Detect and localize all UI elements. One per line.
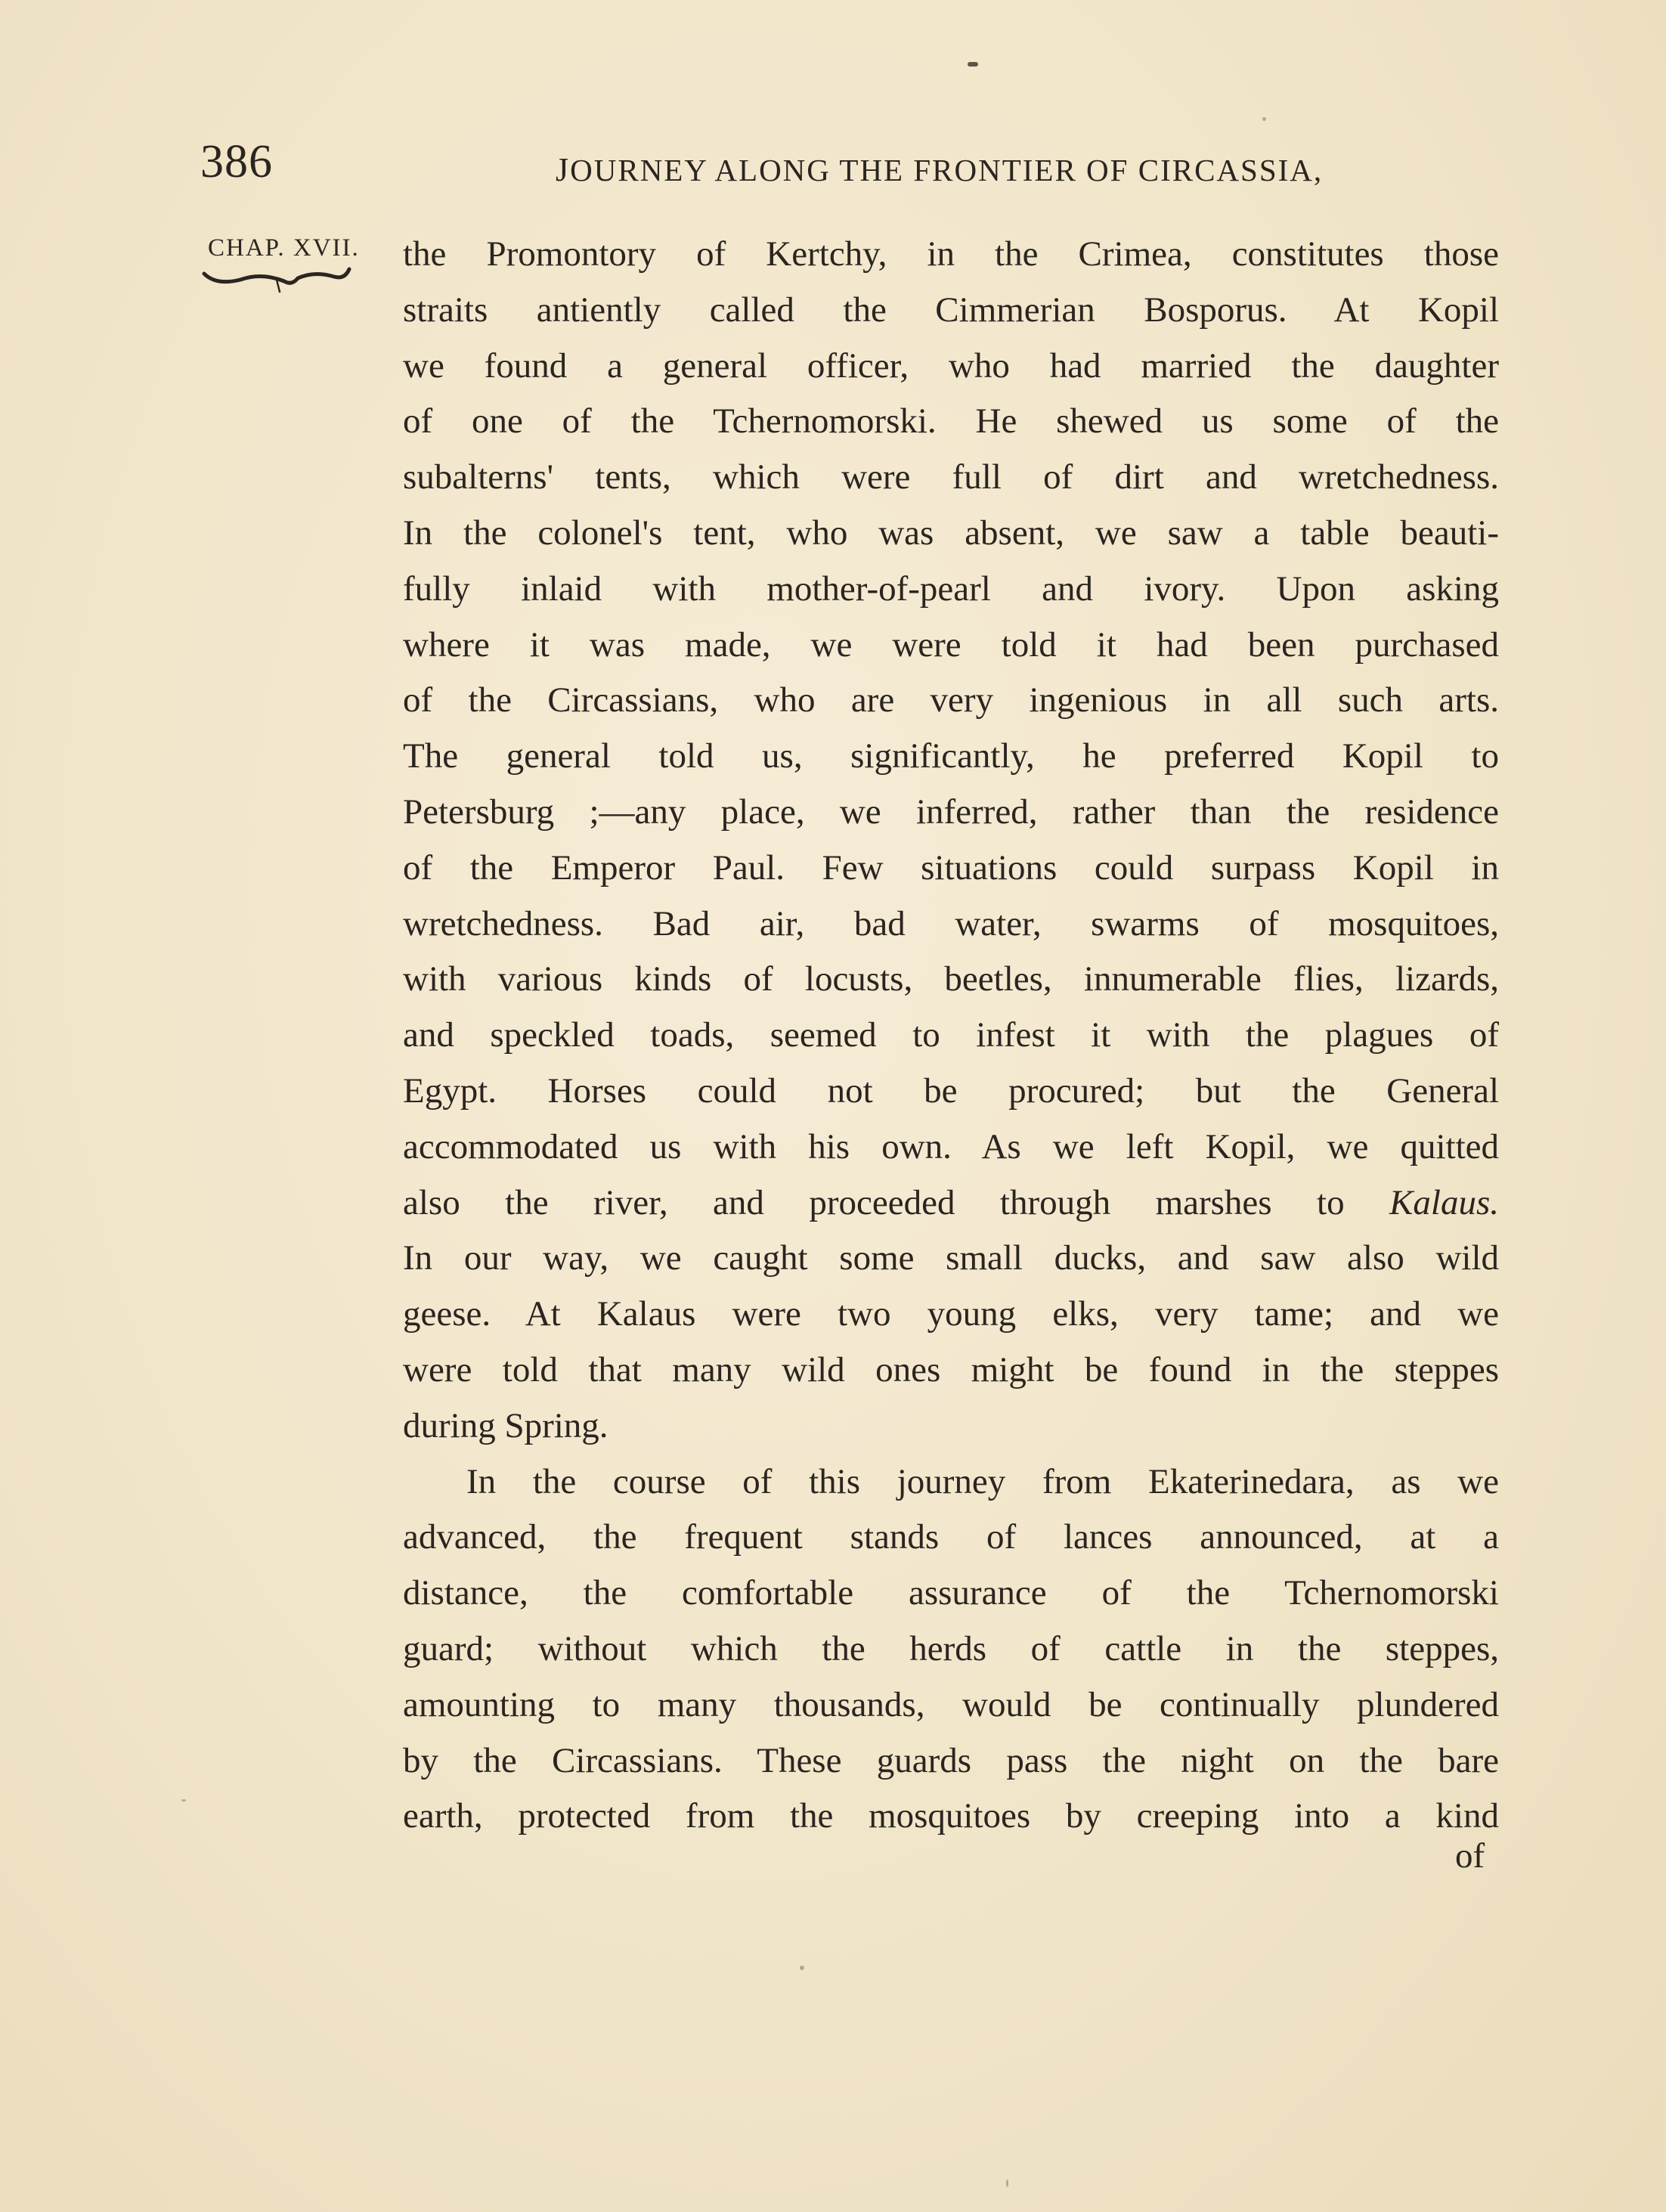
paper-speck xyxy=(181,1799,186,1802)
text-line: where it was made, we were told it had been purchased xyxy=(403,624,1499,665)
text-line: we found a general officer, who had married the daughter xyxy=(403,345,1499,386)
chapter-marginal-note: CHAP. XVII. xyxy=(208,234,360,262)
text-line: distance, the comfortable assurance of the Tchernomorski xyxy=(403,1573,1499,1613)
text-line: earth, protected from the mosquitoes by creeping into a kind xyxy=(403,1796,1499,1836)
catchword: of xyxy=(1455,1836,1485,1876)
text-line: the Promontory of Kertchy, in the Crimea, constitutes those xyxy=(403,234,1499,274)
italic-place-name: Kalaus. xyxy=(1389,1182,1499,1222)
text-line: guard; without which the herds of cattle in the steppes, xyxy=(403,1628,1499,1668)
text-line: of one of the Tchernomorski. He shewed us some of the xyxy=(403,401,1499,441)
page-number: 386 xyxy=(200,136,273,187)
text-line: amounting to many thousands, would be continually plundered xyxy=(403,1684,1499,1724)
paper-speck xyxy=(1262,117,1266,121)
text-line: fully inlaid with mother-of-pearl and ivory. Upon asking xyxy=(403,568,1499,609)
text-line: also the river, and proceeded through marshes to Kalaus. xyxy=(403,1182,1499,1222)
text-line: were told that many wild ones might be found in the steppes xyxy=(403,1349,1499,1389)
text-line: with various kinds of locusts, beetles, innumerable flies, lizards, xyxy=(403,959,1499,999)
text-line: Petersburg ;—any place, we inferred, rather than the residence xyxy=(403,792,1499,832)
text-line: of the Emperor Paul. Few situations could surpass Kopil in xyxy=(403,847,1499,888)
text-line: and speckled toads, seemed to infest it with the plagues of xyxy=(403,1015,1499,1055)
running-head: JOURNEY ALONG THE FRONTIER OF CIRCASSIA, xyxy=(556,151,1324,188)
paragraph-1 xyxy=(403,227,1499,1455)
paper-speck xyxy=(1006,2179,1008,2187)
text-line: by the Circassians. These guards pass the night on the bare xyxy=(403,1740,1499,1780)
text-line: In our way, we caught some small ducks, and saw also wild xyxy=(403,1238,1499,1278)
paragraph-2 xyxy=(403,1455,1499,1845)
text-line: In the colonel's tent, who was absent, we saw a table beauti- xyxy=(403,513,1499,553)
text-line: advanced, the frequent stands of lances announced, at a xyxy=(403,1517,1499,1557)
text-line: wretchedness. Bad air, bad water, swarms of mosquitoes, xyxy=(403,903,1499,943)
text-line: during Spring. xyxy=(403,1405,608,1445)
text-line: The general told us, significantly, he preferred Kopil to xyxy=(403,736,1499,776)
text-line: straits antiently called the Cimmerian Bosporus. At Kopil xyxy=(403,290,1499,330)
paper-speck xyxy=(800,1966,804,1970)
text-line: geese. At Kalaus were two young elks, very tame; and we xyxy=(403,1294,1499,1334)
text-line: of the Circassians, who are very ingenious in all such arts. xyxy=(403,680,1499,720)
text-line: Egypt. Horses could not be procured; but the General xyxy=(403,1070,1499,1111)
paper-speck xyxy=(968,62,978,67)
flourish-ornament-icon xyxy=(201,266,352,296)
body-text xyxy=(403,227,1499,1845)
text-line: accommodated us with his own. As we left Kopil, we quitted xyxy=(403,1126,1499,1166)
text-line: subalterns' tents, which were full of dirt and wretchedness. xyxy=(403,457,1499,497)
text-line: In the course of this journey from Ekaterinedara, as we xyxy=(466,1461,1499,1501)
